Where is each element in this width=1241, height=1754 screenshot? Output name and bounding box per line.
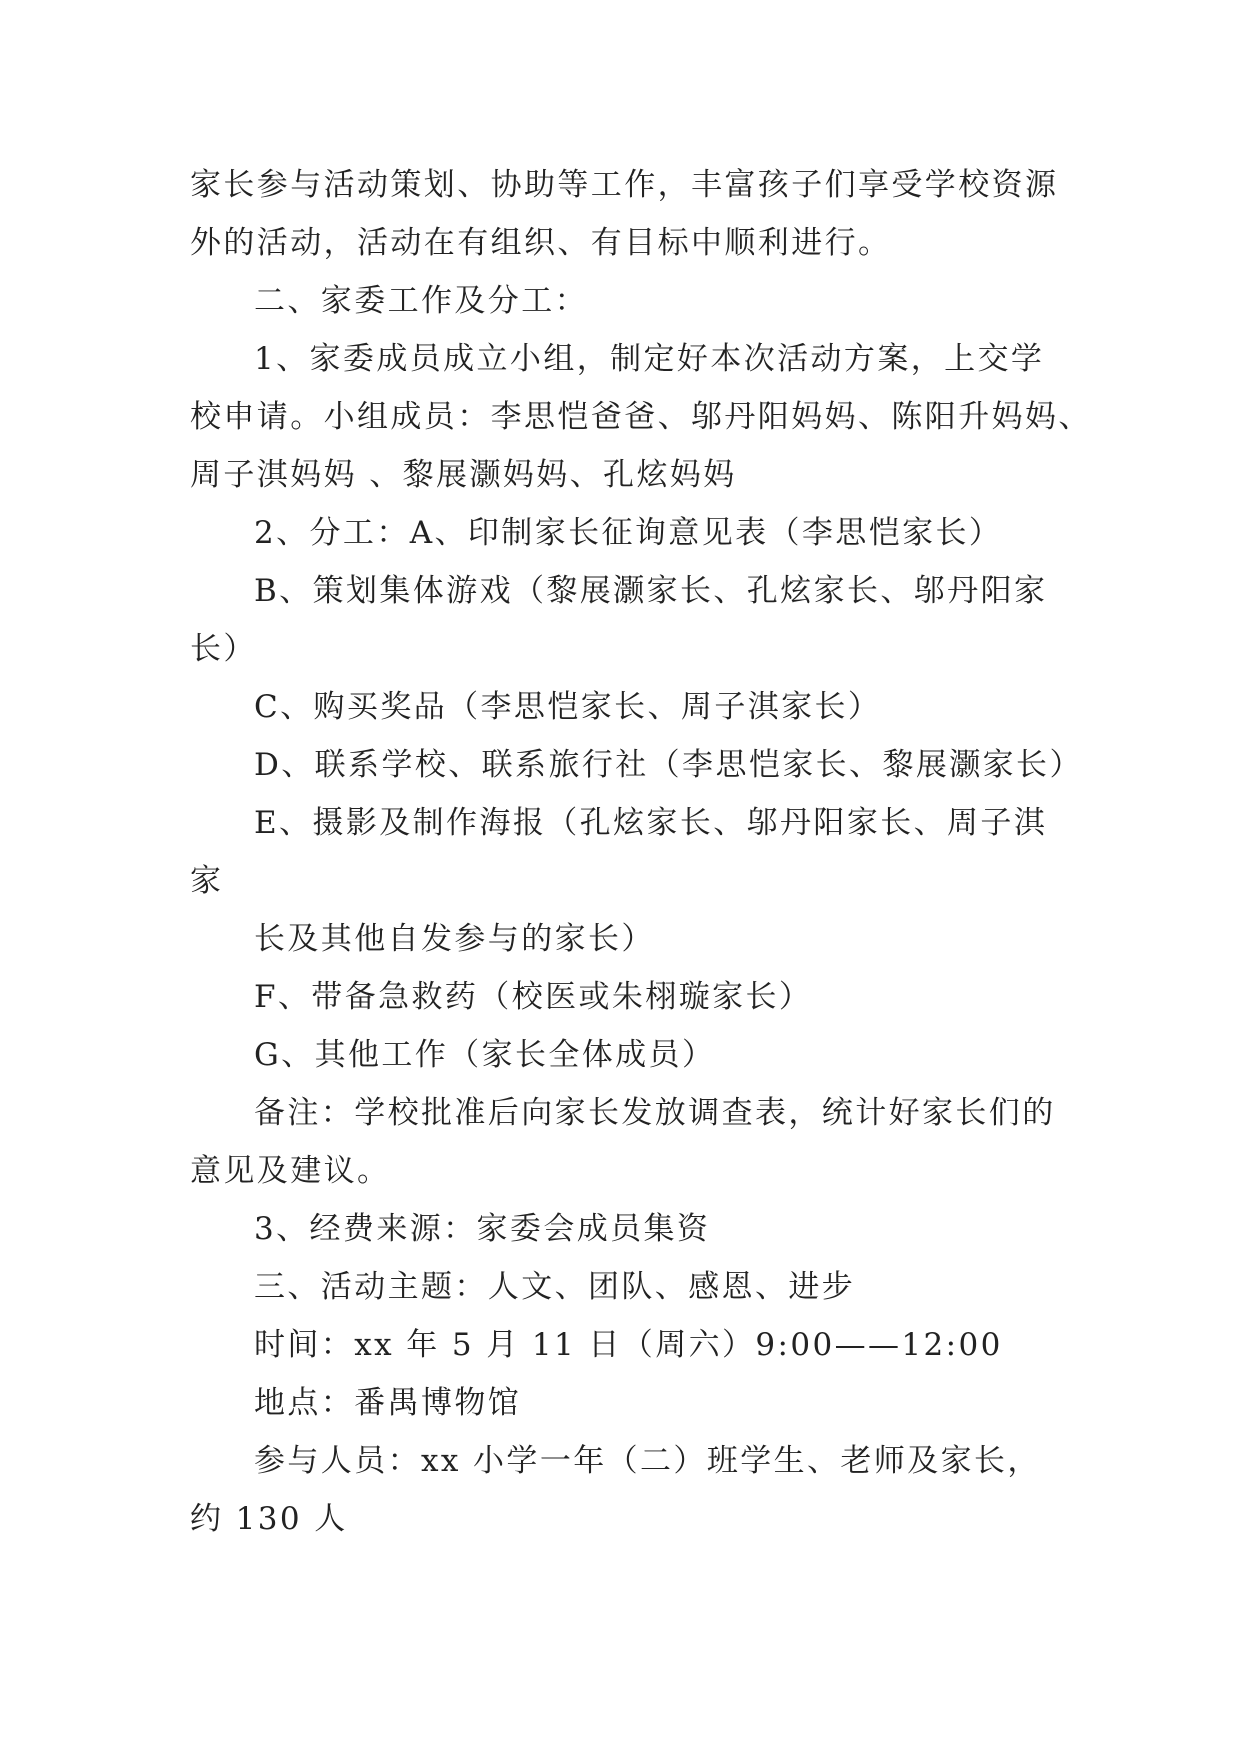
paragraph-line: C、购买奖品（李思恺家长、周子淇家长）: [254, 689, 882, 725]
paragraph-line: 长及其他自发参与的家长）: [254, 921, 655, 957]
paragraph-line: 时间：xx 年 5 月 11 日（周六）9:00——12:00: [254, 1327, 1003, 1363]
paragraph-line: 长）: [190, 631, 257, 667]
paragraph-line: 1、家委成员成立小组，制定好本次活动方案，上交学: [254, 341, 1045, 377]
paragraph-line: 约 130 人: [190, 1501, 348, 1537]
paragraph-line: 外的活动，活动在有组织、有目标中顺利进行。: [190, 225, 892, 261]
paragraph-line: D、联系学校、联系旅行社（李思恺家长、黎展灏家长）: [254, 747, 1083, 783]
paragraph-line: G、其他工作（家长全体成员）: [254, 1037, 716, 1073]
paragraph-line: 备注：学校批准后向家长发放调查表，统计好家长们的: [254, 1095, 1056, 1131]
paragraph-line: 校申请。小组成员：李思恺爸爸、邬丹阳妈妈、陈阳升妈妈、: [190, 399, 1092, 435]
paragraph-line: B、策划集体游戏（黎展灏家长、孔炫家长、邬丹阳家: [254, 573, 1048, 609]
paragraph-line: 家: [190, 863, 224, 899]
paragraph-line: 3、经费来源：家委会成员集资: [254, 1211, 711, 1247]
paragraph-line: 意见及建议。: [190, 1153, 391, 1189]
paragraph-line: 地点：番禺博物馆: [254, 1385, 522, 1421]
document-body: [190, 156, 1092, 1548]
section-heading: 二、家委工作及分工：: [254, 283, 588, 319]
paragraph-line: 参与人员：xx 小学一年（二）班学生、老师及家长，: [254, 1443, 1041, 1479]
paragraph-line: 家长参与活动策划、协助等工作，丰富孩子们享受学校资源: [190, 167, 1059, 203]
section-heading: 三、活动主题：人文、团队、感恩、进步: [254, 1269, 856, 1305]
paragraph-line: E、摄影及制作海报（孔炫家长、邬丹阳家长、周子淇: [254, 805, 1048, 841]
paragraph-line: 2、分工：A、印制家长征询意见表（李思恺家长）: [254, 515, 1003, 551]
paragraph-line: 周子淇妈妈 、黎展灏妈妈、孔炫妈妈: [190, 457, 737, 493]
paragraph-line: F、带备急救药（校医或朱栩璇家长）: [254, 979, 813, 1015]
